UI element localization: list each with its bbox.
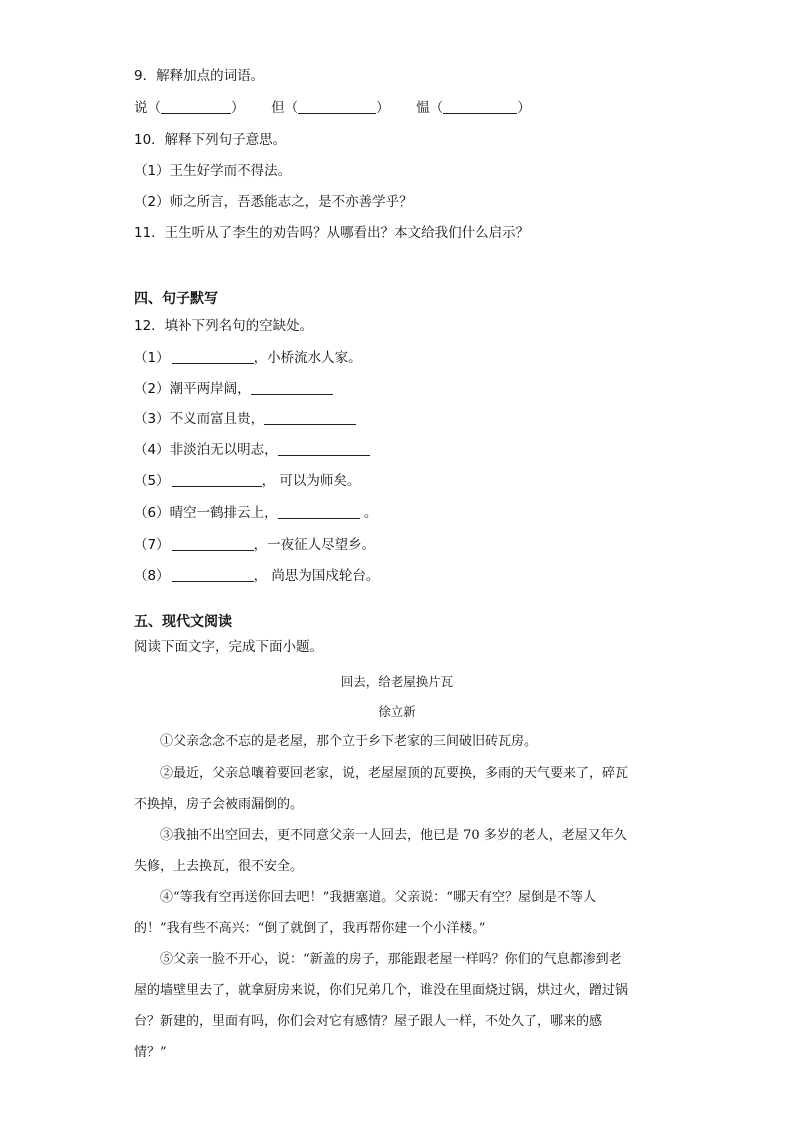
section-5-instruction: 阅读下面文字，完成下面小题。 xyxy=(134,639,323,655)
line-text: 潮平两岸阔， xyxy=(169,381,251,397)
fill-blank[interactable] xyxy=(278,505,360,519)
q9-items xyxy=(134,99,531,117)
line-text: ， 可以为师矣。 xyxy=(261,473,361,489)
q12-line-6 xyxy=(134,504,377,522)
q9-answer-blank-3[interactable] xyxy=(443,100,517,114)
line-number: （7） xyxy=(134,537,170,553)
line-text: 非淡泊无以明志， xyxy=(169,442,278,458)
fill-blank[interactable] xyxy=(172,350,254,364)
q10-sentence-1: （1）王生好学而不得法。 xyxy=(134,163,292,179)
paragraph-5-line-1: ⑤父亲一脸不开心，说：“新盖的房子，那能跟老屋一样吗？你们的气息都渗到老 xyxy=(160,952,622,967)
article-author: 徐立新 xyxy=(378,704,416,719)
fill-blank[interactable] xyxy=(172,537,254,551)
q12-line-1 xyxy=(134,349,362,367)
q9-item-3-close: ） xyxy=(517,100,531,116)
line-number: （5） xyxy=(134,473,170,489)
line-text: ， 尚思为国戍轮台。 xyxy=(253,568,380,584)
paragraph-3-line-1: ③我抽不出空回去，更不同意父亲一人回去，他已是 70 多岁的老人，老屋又年久 xyxy=(160,828,627,843)
paragraph-5-line-3: 台？新建的，里面有吗，你们会对它有感情？屋子跟人一样，不处久了，哪来的感 xyxy=(134,1014,603,1029)
article-title: 回去，给老屋换片瓦 xyxy=(340,674,454,689)
line-number: （3） xyxy=(134,411,170,427)
section-5-heading: 五、现代文阅读 xyxy=(134,614,232,630)
q11-title: 11．王生听从了李生的劝告吗？从哪看出？本文给我们什么启示？ xyxy=(134,225,530,241)
paragraph-5-line-4: 情？” xyxy=(134,1045,167,1060)
paragraph-5-line-2: 屋的墙壁里去了，就拿厨房来说，你们兄弟几个，谁没在里面烧过锅，烘过火，蹭过锅 xyxy=(134,983,629,998)
q9-item-1-close: ） xyxy=(231,100,245,116)
q9-answer-blank-2[interactable] xyxy=(298,100,376,114)
q12-line-8 xyxy=(134,567,379,585)
q10-sentence-2: （2）师之所言，吾悉能志之，是不亦善学乎？ xyxy=(134,194,413,210)
q9-title: 9．解释加点的词语。 xyxy=(134,68,265,84)
line-number: （8） xyxy=(134,568,170,584)
line-number: （1） xyxy=(134,350,170,366)
fill-blank[interactable] xyxy=(172,473,262,487)
fill-blank[interactable] xyxy=(264,411,356,425)
line-text: ，小桥流水人家。 xyxy=(253,350,362,366)
line-text: ，一夜征人尽望乡。 xyxy=(253,537,376,553)
line-text: 不义而富且贵， xyxy=(169,411,265,427)
fill-blank[interactable] xyxy=(251,381,333,395)
paragraph-3-line-2: 失修，上去换瓦，很不安全。 xyxy=(134,859,304,874)
fill-blank[interactable] xyxy=(278,442,370,456)
paragraph-1: ①父亲念念不忘的是老屋，那个立于乡下老家的三间破旧砖瓦房。 xyxy=(160,734,538,749)
fill-blank[interactable] xyxy=(172,568,254,582)
line-text: 晴空一鹤排云上， xyxy=(169,505,278,521)
q9-answer-blank-1[interactable] xyxy=(161,100,231,114)
paragraph-2-line-2: 不换掉，房子会被雨漏倒的。 xyxy=(134,797,304,812)
paragraph-2-line-1: ②最近，父亲总嚷着要回老家，说，老屋屋顶的瓦要换，多雨的天气要来了，碎瓦 xyxy=(160,766,629,781)
q10-title: 10．解释下列句子意思。 xyxy=(134,132,287,148)
section-4-heading: 四、句子默写 xyxy=(134,291,218,307)
paragraph-4-line-1: ④“等我有空再送你回去吧！”我搪塞道。父亲说：“哪天有空？屋倒是不等人 xyxy=(160,890,596,905)
q12-line-5 xyxy=(134,472,360,490)
q12-line-3 xyxy=(134,410,356,428)
q12-line-4 xyxy=(134,441,370,459)
q9-item-2-word: 但（ xyxy=(271,100,299,116)
q12-title: 12．填补下列名句的空缺处。 xyxy=(134,318,314,334)
line-number: （2） xyxy=(134,381,170,397)
q9-item-2-close: ） xyxy=(376,100,390,116)
q12-line-7 xyxy=(134,536,375,554)
q9-item-1-word: 说（ xyxy=(134,100,161,116)
line-text: 。 xyxy=(359,505,378,521)
line-number: （4） xyxy=(134,442,170,458)
q12-line-2 xyxy=(134,380,333,398)
q9-item-3-word: 愠（ xyxy=(416,100,444,116)
line-number: （6） xyxy=(134,505,170,521)
paragraph-4-line-2: 的！”我有些不高兴：“倒了就倒了，我再帮你建一个小洋楼。” xyxy=(134,921,486,936)
